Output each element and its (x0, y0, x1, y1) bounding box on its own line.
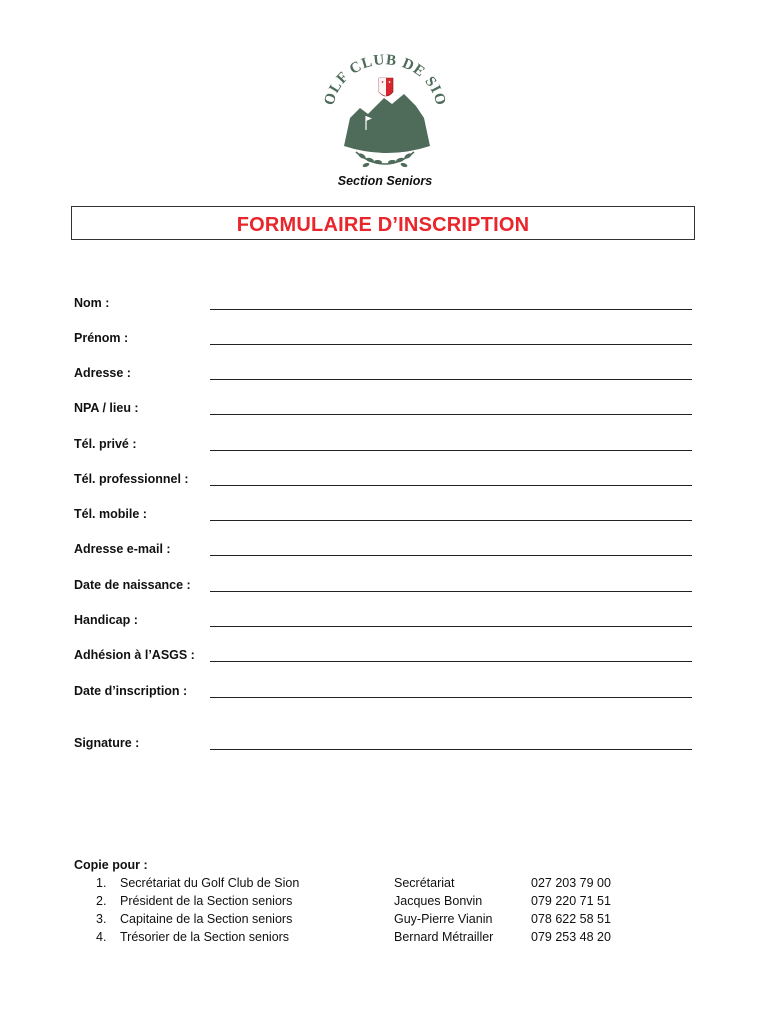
field-label: Date d’inscription : (74, 684, 188, 698)
item-role: Capitaine de la Section seniors (120, 912, 293, 926)
field-date-naissance (74, 578, 696, 598)
club-logo (320, 48, 450, 173)
field-date-inscription (74, 684, 696, 704)
club-logo-graphic (320, 48, 450, 173)
copies-heading: Copie pour : (74, 858, 148, 872)
field-email (74, 542, 696, 562)
field-input-line[interactable] (210, 309, 692, 310)
field-input-line[interactable] (210, 626, 692, 627)
field-label: Tél. privé : (74, 437, 137, 451)
field-input-line[interactable] (210, 697, 692, 698)
item-role: Président de la Section seniors (120, 894, 293, 908)
field-input-line[interactable] (210, 555, 692, 556)
field-input-line[interactable] (210, 749, 692, 750)
field-handicap (74, 613, 696, 633)
field-input-line[interactable] (210, 661, 692, 662)
list-item (0, 894, 770, 912)
field-input-line[interactable] (210, 379, 692, 380)
field-input-line[interactable] (210, 520, 692, 521)
field-label: Adresse : (74, 366, 131, 380)
field-tel-prive (74, 437, 696, 457)
field-label: Adresse e-mail : (74, 542, 171, 556)
field-label: Signature : (74, 736, 140, 750)
item-number: 2. (96, 894, 107, 908)
item-person: Bernard Métrailler (394, 930, 494, 944)
field-label: Tél. professionnel : (74, 472, 189, 486)
field-adresse (74, 366, 696, 386)
item-number: 1. (96, 876, 107, 890)
field-label: Handicap : (74, 613, 138, 627)
item-role: Secrétariat du Golf Club de Sion (120, 876, 300, 890)
item-person: Secrétariat (394, 876, 455, 890)
field-input-line[interactable] (210, 344, 692, 345)
form-title: FORMULAIRE D’INSCRIPTION (236, 214, 530, 236)
item-phone: 079 253 48 20 (531, 930, 611, 944)
item-phone: 027 203 79 00 (531, 876, 611, 890)
field-prenom (74, 331, 696, 351)
logo-arc-text: OLF CLUB DE SIO (321, 52, 449, 108)
field-npa-lieu (74, 401, 696, 421)
field-label: Prénom : (74, 331, 129, 345)
field-label: NPA / lieu : (74, 401, 139, 415)
field-label: Tél. mobile : (74, 507, 147, 521)
laurel-icon (356, 152, 414, 168)
field-input-line[interactable] (210, 485, 692, 486)
title-box (71, 206, 695, 240)
field-adhesion-asgs (74, 648, 696, 668)
list-item (0, 876, 770, 894)
item-person: Guy-Pierre Vianin (394, 912, 493, 926)
item-number: 4. (96, 930, 107, 944)
field-tel-mobile (74, 507, 696, 527)
item-person: Jacques Bonvin (394, 894, 483, 908)
field-tel-professionnel (74, 472, 696, 492)
field-signature (74, 736, 696, 756)
mountain-icon (344, 94, 430, 153)
item-phone: 079 220 71 51 (531, 894, 611, 908)
field-label: Nom : (74, 296, 110, 310)
field-nom (74, 296, 696, 316)
field-input-line[interactable] (210, 414, 692, 415)
item-role: Trésorier de la Section seniors (120, 930, 290, 944)
field-input-line[interactable] (210, 450, 692, 451)
field-label: Adhésion à l’ASGS : (74, 648, 195, 662)
item-phone: 078 622 58 51 (531, 912, 611, 926)
field-label: Date de naissance : (74, 578, 191, 592)
shield-icon (379, 78, 393, 96)
section-subtitle: Section Seniors (337, 174, 433, 188)
list-item (0, 930, 770, 948)
list-item (0, 912, 770, 930)
item-number: 3. (96, 912, 107, 926)
field-input-line[interactable] (210, 591, 692, 592)
